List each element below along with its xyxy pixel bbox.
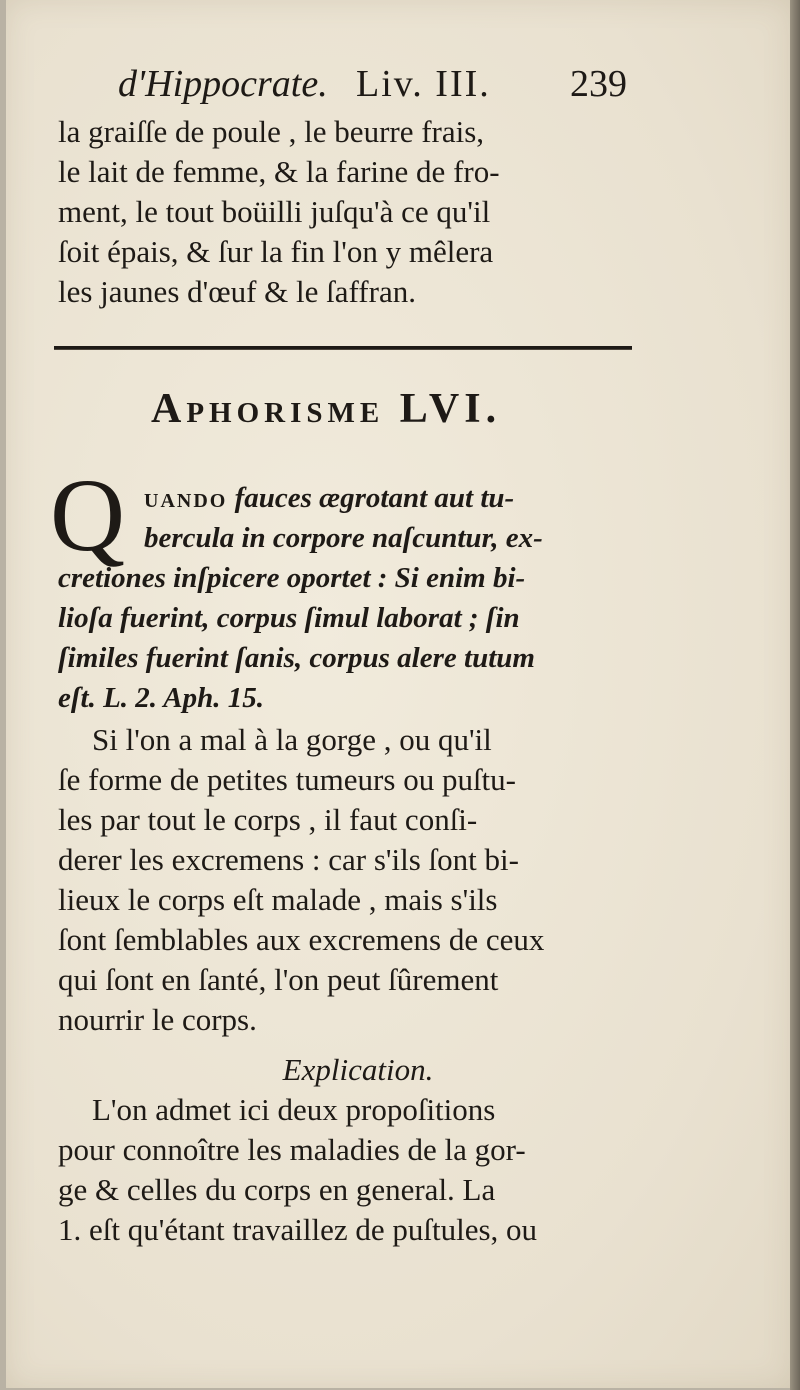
text-line: 1. eſt qu'étant travaillez de puſtules, ou (58, 1212, 538, 1247)
top-paragraph (58, 112, 658, 312)
french-translation (58, 720, 658, 1040)
first-word-rest: uando (144, 482, 228, 514)
text-line (58, 478, 658, 518)
text-line: lioſa fuerint, corpus ſimul laborat ; ſin (58, 602, 520, 634)
text-line: bercula in corpore naſcuntur, ex- (144, 522, 543, 554)
text-line: ment, le tout boüilli juſqu'à ce qu'il (58, 194, 491, 229)
text-line: Si l'on a mal à la gorge , ou qu'il (92, 722, 492, 757)
text-line: ſimiles fuerint ſanis, corpus alere tutum (58, 642, 535, 674)
text-line: la graiſſe de poule , le beurre frais, (58, 114, 485, 149)
text-line: cretiones inſpicere oportet : Si enim bi- (58, 562, 526, 594)
running-title: d'Hippocrate. (118, 63, 328, 105)
book-number: Liv. III. (356, 63, 491, 105)
explication-section (58, 1050, 658, 1250)
latin-line: fauces ægrotant aut tu- (234, 482, 515, 514)
text-line: ſont ſemblables aux excremens de ceux (58, 922, 545, 957)
text-line: les jaunes d'œuf & le ſaffran. (58, 274, 416, 309)
text-line: ſe forme de petites tumeurs ou puſtu- (58, 762, 516, 797)
text-line: pour connoître les maladies de la gor- (58, 1132, 526, 1167)
section-heading: Aphorisme LVI. (151, 386, 502, 432)
running-header (118, 62, 638, 112)
text-line: eſt. L. 2. Aph. 15. (58, 682, 264, 714)
text-line: ge & celles du corps en general. La (58, 1172, 496, 1207)
latin-aphorism (58, 478, 658, 718)
text-line: les par tout le corps , il faut conſi- (58, 802, 478, 837)
page-edge (790, 0, 800, 1390)
text-line: nourrir le corps. (58, 1002, 257, 1037)
text-line: ſoit épais, & ſur la fin l'on y mêlera (58, 234, 494, 269)
section-divider (54, 346, 632, 350)
page-number: 239 (570, 63, 627, 105)
text-line: lieux le corps eſt malade , mais s'ils (58, 882, 498, 917)
drop-cap: Q (50, 458, 126, 573)
explication-heading: Explication. (282, 1052, 434, 1087)
text-line: le lait de femme, & la farine de fro- (58, 154, 500, 189)
text-line: derer les excremens : car s'ils ſont bi- (58, 842, 519, 877)
text-line: L'on admet ici deux propoſitions (92, 1092, 496, 1127)
text-line: qui ſont en ſanté, l'on peut ſûrement (58, 962, 499, 997)
book-page (6, 0, 792, 1388)
